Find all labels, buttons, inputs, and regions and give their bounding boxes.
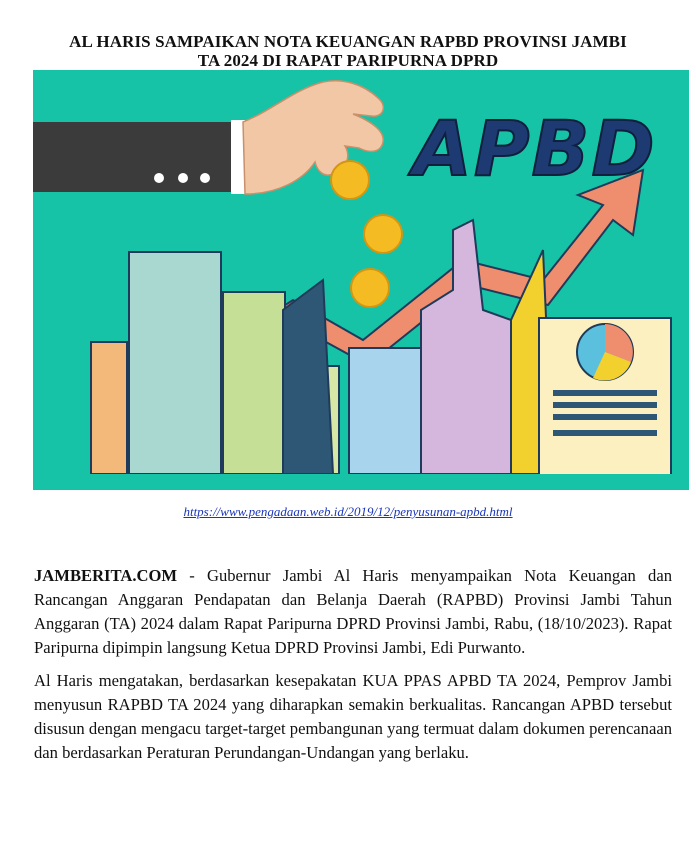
- publisher-name: JAMBERITA.COM: [34, 566, 178, 585]
- title-line-2: TA 2024 DI RAPAT PARIPURNA DPRD: [197, 51, 499, 70]
- coin: [351, 269, 389, 307]
- cuff-button: [154, 173, 164, 183]
- apbd-illustration: [33, 70, 689, 490]
- building-teal: [129, 252, 221, 474]
- paragraph-1: [34, 564, 672, 660]
- building-green: [223, 292, 285, 474]
- building-orange: [91, 342, 127, 474]
- building-dark: [283, 280, 333, 474]
- coin: [364, 215, 402, 253]
- title-line-1: AL HARIS SAMPAIKAN NOTA KEUANGAN RAPBD PROVINSI JAMBI: [69, 32, 627, 51]
- image-caption: [0, 504, 696, 520]
- paragraph-1-text: - Gubernur Jambi Al Haris menyampaikan Nota Keuangan dan Rancangan Anggaran Pendapatan dan Belanja Daerah (RAPBD) Provinsi Jambi Tahun Anggaran (TA) 2024 dalam Rapat Paripurna DPRD Provinsi Jambi, Rabu, (18/10/2023). Rapat Paripurna dipimpin langsung Ketua DPRD Provinsi Jambi, Edi Purwanto.: [34, 566, 672, 657]
- cuff-button: [178, 173, 188, 183]
- cuff-button: [200, 173, 210, 183]
- building-blue: [349, 348, 421, 474]
- image-source-link[interactable]: https://www.pengadaan.web.id/2019/12/penyusunan-apbd.html: [183, 504, 513, 519]
- article-body: [34, 564, 672, 774]
- apbd-logo-text: APBD: [413, 104, 657, 193]
- coin: [331, 161, 369, 199]
- paragraph-2: Al Haris mengatakan, berdasarkan kesepakatan KUA PPAS APBD TA 2024, Pemprov Jambi menyusun RAPBD TA 2024 yang diharapkan semakin berkualitas. Rancangan APBD tersebut disusun dengan mengacu target-target pembangunan yang termuat dalam dokumen perencanaan dan berdasarkan Peraturan Perundangan-Undangan yang berlaku.: [34, 671, 672, 762]
- ground: [33, 474, 689, 490]
- article-title: [30, 32, 666, 70]
- building-purple: [421, 220, 511, 474]
